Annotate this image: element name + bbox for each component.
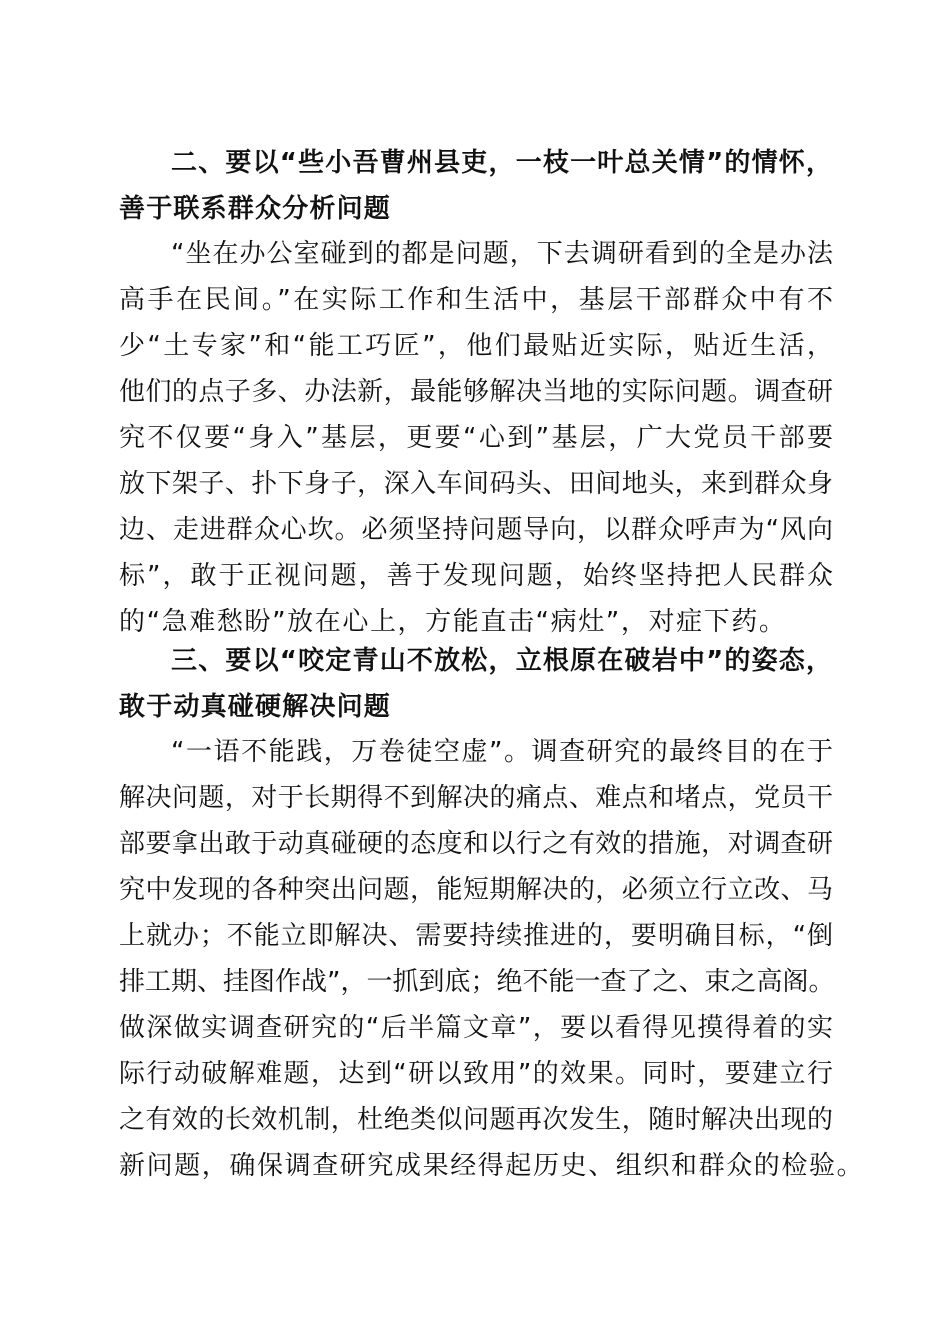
paragraph-line: 放下架子、扑下身子，深入车间码头、田间地头，来到群众身: [119, 469, 833, 499]
paragraph-line: 上就办；不能立即解决、需要持续推进的，要明确目标，“倒: [119, 921, 833, 951]
paragraph-line: 标”，敢于正视问题，善于发现问题，始终坚持把人民群众: [119, 561, 833, 591]
paragraph-line: “坐在办公室碰到的都是问题，下去调研看到的全是办法: [171, 239, 833, 269]
paragraph-line: 新问题，确保调查研究成果经得起历史、组织和群众的检验。: [119, 1151, 865, 1181]
paragraph-line: 究中发现的各种突出问题，能短期解决的，必须立行立改、马: [119, 875, 833, 905]
section-2-paragraph: [119, 231, 833, 645]
paragraph-line: 之有效的长效机制，杜绝类似问题再次发生，随时解决出现的: [119, 1105, 833, 1135]
heading-line: 敢于动真碰硬解决问题: [119, 692, 392, 722]
heading-line: 二、要以“些小吾曹州县吏，一枝一叶总关情”的情怀，: [171, 148, 834, 178]
paragraph-line: 部要拿出敢于动真碰硬的态度和以行之有效的措施，对调查研: [119, 829, 833, 859]
heading-line: 三、要以“咬定青山不放松，立根原在破岩中”的姿态，: [171, 646, 834, 676]
paragraph-line: 少“土专家”和“能工巧匠”，他们最贴近实际，贴近生活，: [119, 331, 833, 361]
paragraph-line: 究不仅要“身入”基层，更要“心到”基层，广大党员干部要: [119, 423, 833, 453]
paragraph-line: 边、走进群众心坎。必须坚持问题导向，以群众呼声为“风向: [119, 515, 833, 545]
section-2-heading: [119, 140, 833, 232]
paragraph-line: 际行动破解难题，达到“研以致用”的效果。同时，要建立行: [119, 1059, 833, 1089]
section-3-paragraph: [119, 729, 865, 1189]
paragraph-line: 做深做实调查研究的“后半篇文章”，要以看得见摸得着的实: [119, 1013, 833, 1043]
paragraph-line: 的“急难愁盼”放在心上，方能直击“病灶”，对症下药。: [119, 607, 787, 637]
paragraph-line: 排工期、挂图作战”，一抓到底；绝不能一查了之、束之高阁。: [119, 967, 835, 997]
heading-line: 善于联系群众分析问题: [119, 194, 392, 224]
paragraph-line: 解决问题，对于长期得不到解决的痛点、难点和堵点，党员干: [119, 783, 833, 813]
paragraph-line: 高手在民间。”在实际工作和生活中，基层干部群众中有不: [119, 285, 833, 315]
paragraph-line: “一语不能践，万卷徒空虚”。调查研究的最终目的在于: [171, 737, 833, 767]
paragraph-line: 他们的点子多、办法新，最能够解决当地的实际问题。调查研: [119, 377, 833, 407]
section-3-heading: [119, 638, 833, 730]
